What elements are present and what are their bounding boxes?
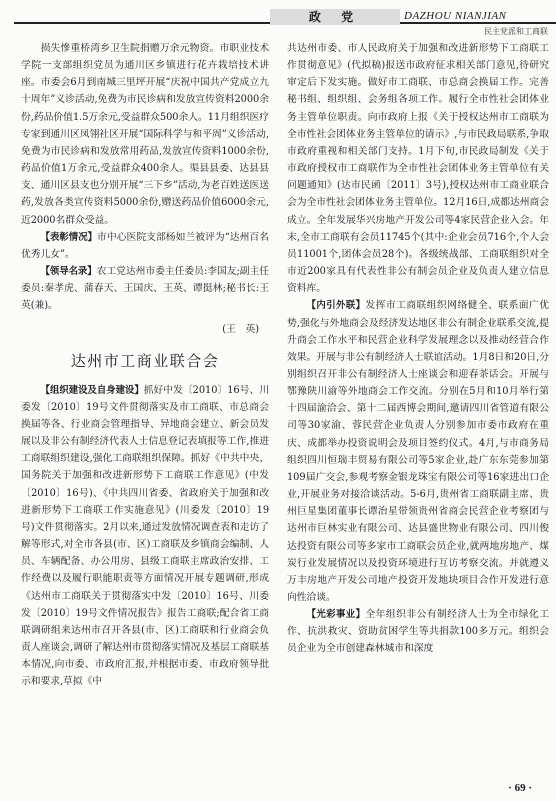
- continued-paragraph: 共达州市委、市人民政府关于加强和改进新形势下工商联工作贯彻意见》(代拟稿)报送市政府征求相关部门意见,待研究审定后下发实施。做好市工商联、市总商会换届工作。完善秘书组、组织组、会务组各项工作。履行全市性社会团体业务主管单位职责。向市政府上报《关于授权达州市工商联为全市性社会团体业务主管单位的请示》,与市民政局联系,争取市政府重视和相关部门支持。1月下旬,市民政局制发《关于市政府授权市工商联作为全市性社会团体业务主管单位有关问题通知》(达市民函〔2011〕3号),授权达州市工商业联合会为全市性社会团体业务主管单位。12月16日,成都达州商会成立。全年发展华兴房地产开发公司等4家民营企业入会。年末,全市工商联有会员11745个(其中:企业会员716个,个人会员11001个,团体会员28个)。各级统战部、工商联组织对全市近200家具有代表性非公有制会员企业及负责人建立信息资料库。: [287, 43, 549, 295]
- page-number: · 69 ·: [508, 782, 532, 794]
- right-column: [287, 40, 549, 658]
- commend-tag: 【表彰情况】: [40, 231, 98, 243]
- org-tag: 【组织建设及自身建设】: [40, 384, 144, 396]
- author-signature: (王 英): [222, 323, 259, 335]
- outreach-paragraph: [287, 297, 549, 606]
- subsection-label: 民主党派和工商联: [484, 27, 548, 36]
- outreach-tag: 【内引外联】: [306, 300, 366, 312]
- commend-paragraph: [21, 229, 269, 263]
- section-tab: 政 党: [270, 9, 400, 25]
- magazine-title-en: DAZHOU NIANJIAN: [404, 10, 507, 22]
- org-paragraph: [21, 382, 269, 691]
- leaders-paragraph: [21, 263, 269, 314]
- intro-paragraph: 损失慘重桥湾乡卫生院捐赠万余元物资。市职业技术学院一支部组织党员为通川区乡镇进行花卉栽培技术讲座。市委会6月到南城三里坪开展“庆祝中国共产党成立九十周年”义诊活动,免费为市民诊病和发放宣传资料2000余份,药品价值1.5万余元,受益群众500余人。11月组织医疗专家到通川区凤翎社区开展“国际科学与和平周”义诊活动,免费为市民诊病和发放常用药品,发放宣传资料1000余份,药品价值1万余元,受益群众400余人。渠县县委、达县县支、通川区县支也分别开展“三下乡”活动,为老百姓送医送药,发放各类宣传资料5000余份,赠送药品价值6000余元,近2000名群众受益。: [21, 43, 269, 226]
- outreach-text: 发挥市工商联组织网络健全、联系面广优势,强化与外地商会及经济发达地区非公有制企业联系交流,提升商会工作水平和民营企业科学发展理念以及推动经营合作效果。开展与非公有制经济人士联谊活动。1月8日和20日,分别组织召开非公有制经济人士座谈会和迎春茶话会。开展与鄂豫陕川渝等外地商会工作交流。分别在5月和10月举行第十四届渝洽会、第十二届西博会期间,邀请四川省管道有限公司等30家渝、蓉民营企业负责人分别参加市委市政府在重庆、成都举办投资说明会及项目签约仪式。4月,与市商务局组织四川恒瑞丰贸易有限公司等5家企业,赴广东东莞参加第109届广交会,参观考察金银龙珠宝有限公司等16家进出口企业,开展业务对接洽谈活动。5-6月,贵州省工商联副主席、贵州巨星集团董事长谭治星带领贵州省商会民营企业考察团与达州市巨林实业有限公司、达县盛世物业有限公司、四川俊达投资有限公司等多家市工商联会员企业,就两地房地产、煤炭行业发展情况以及投资环境进行互访考察交流。并就遵义万丰房地产开发公司地产投资开发地块项目合作开发进行意向性洽谈。: [287, 300, 549, 603]
- article-title: 达州市工商业联合会: [70, 351, 220, 370]
- leaders-text: 农工党达州市委主任委员:李国友;副主任委员:秦孝虎、蒲春天、王国庆、王英、谭挺林;秘书长:王英(兼)。: [21, 266, 269, 312]
- commend-text: 市中心医院支部杨如兰被评为“达州百名优秀儿女”。: [21, 231, 269, 260]
- charity-paragraph: [287, 606, 549, 657]
- charity-tag: 【光彩事业】: [306, 609, 366, 621]
- left-column: [21, 40, 269, 690]
- leaders-tag: 【领导名录】: [40, 266, 97, 278]
- org-text: 抓好中发〔2010〕16号、川委发〔2010〕19号文件贯彻落实及市工商联、市总商会换届等各、行业商会管理指导、异地商会建立、新会员发展以及非公有制经济代表人士信息登记表填报等工作,推进工商联组织建设,强化工商联组织保障。抓好《中共中央、国务院关于加强和改进新形势下工商联工作意见》(中发〔2010〕16号)、《中共四川省委、省政府关于加强和改进新形势下工商联工作实施意见》(川委发〔2010〕19号)文件贯彻落实。2月以来,通过发放情况调查表和走访了解等形式,对全市各县(市、区)工商联及乡镇商会编制、人员、车辆配备、办公用房、县级工商联主席政治安排、工作经费以及履行职能职责等方面情况开展专题调研,形成《达州市工商联关于贯彻落实中发〔2010〕16号、川委发〔2010〕19号文件情况报告》报告工商联;配合省工商联调研组来达州市召开各县(市、区)工商联和行业商会负责人座谈会,调研了解达州市贯彻落实情况及基层工商联基本情况,向市委、市政府汇报,并根据市委、市政府领导批示和要求,草拟《中: [21, 384, 269, 688]
- charity-text: 全年组织非公有制经济人士为全市绿化工作、抗洪救灾、资助贫困学生等共捐款100多万元。组织会员企业为全市创建森林城市和深度: [287, 609, 549, 655]
